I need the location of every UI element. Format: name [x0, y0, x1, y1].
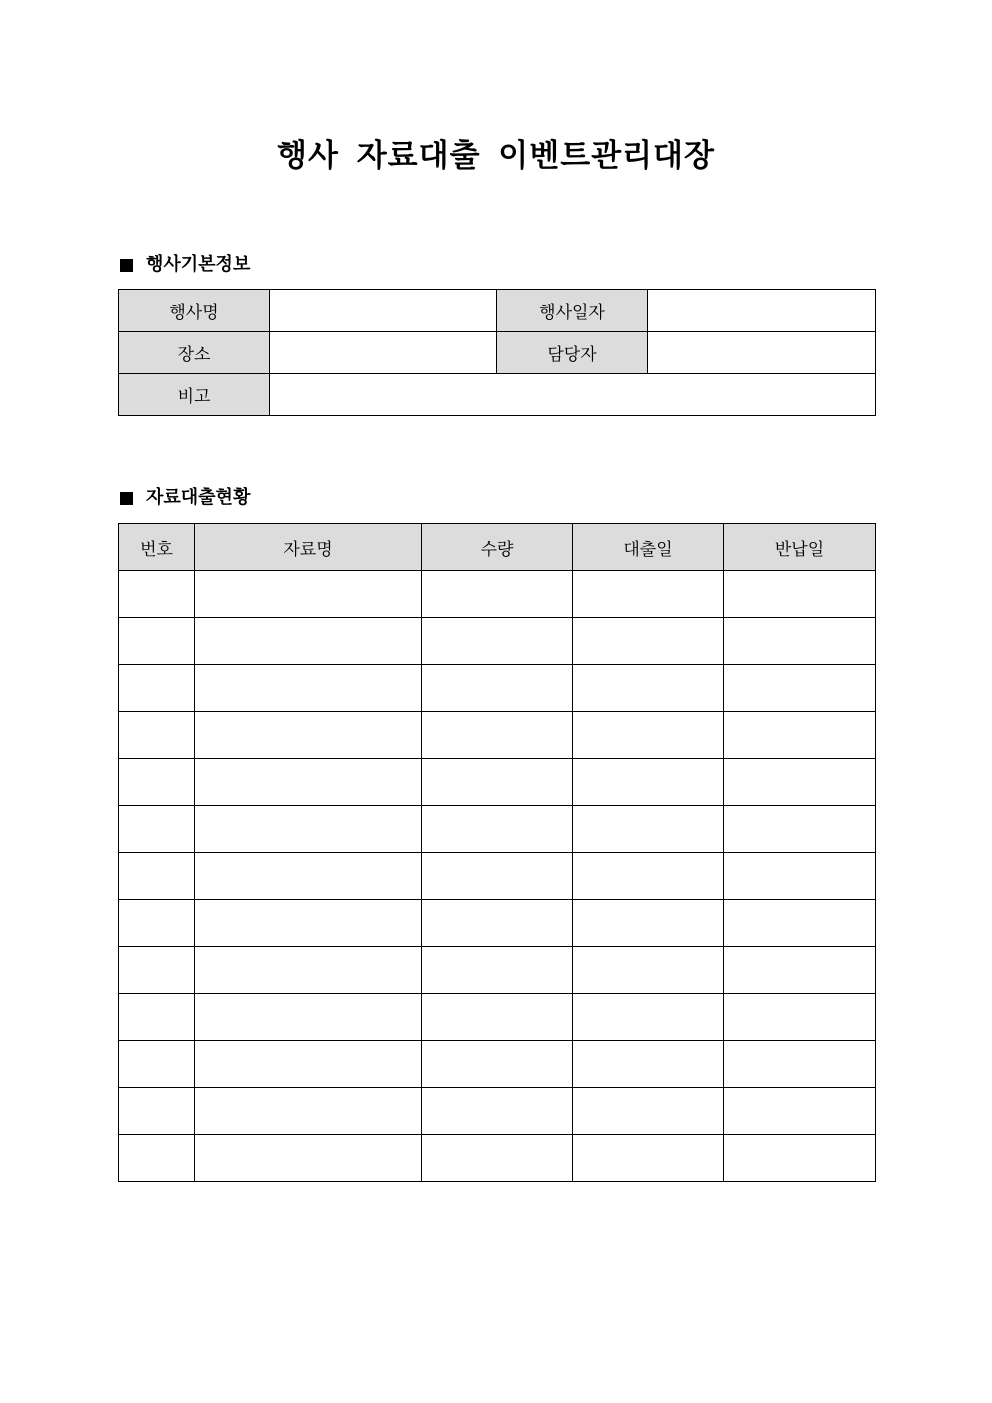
location-field[interactable] [270, 332, 497, 374]
event-date-field[interactable] [648, 290, 876, 332]
basic-info-heading-text: 행사기본정보 [146, 254, 251, 275]
loan-status-heading-text: 자료대출현황 [146, 487, 251, 508]
cell-number[interactable] [119, 759, 195, 806]
basic-info-table [118, 289, 876, 416]
cell-loan-date[interactable] [573, 947, 724, 994]
column-header-quantity: 수량 [422, 524, 573, 571]
table-row [119, 1088, 876, 1135]
basic-info-heading [119, 253, 250, 277]
event-name-label: 행사명 [119, 290, 270, 332]
column-header-material-name: 자료명 [195, 524, 422, 571]
cell-material-name[interactable] [195, 853, 422, 900]
cell-material-name[interactable] [195, 947, 422, 994]
table-row [119, 618, 876, 665]
column-header-return-date: 반납일 [724, 524, 876, 571]
cell-number[interactable] [119, 571, 195, 618]
cell-return-date[interactable] [724, 1135, 876, 1182]
loan-table-body [119, 571, 876, 1182]
remarks-label: 비고 [119, 374, 270, 416]
table-row [119, 947, 876, 994]
cell-loan-date[interactable] [573, 853, 724, 900]
table-row [119, 853, 876, 900]
cell-material-name[interactable] [195, 759, 422, 806]
cell-loan-date[interactable] [573, 806, 724, 853]
cell-quantity[interactable] [422, 665, 573, 712]
cell-loan-date[interactable] [573, 712, 724, 759]
cell-material-name[interactable] [195, 571, 422, 618]
table-row [119, 1135, 876, 1182]
cell-quantity[interactable] [422, 994, 573, 1041]
info-row-1 [119, 290, 876, 332]
cell-loan-date[interactable] [573, 1135, 724, 1182]
cell-material-name[interactable] [195, 1135, 422, 1182]
cell-return-date[interactable] [724, 665, 876, 712]
cell-material-name[interactable] [195, 618, 422, 665]
cell-return-date[interactable] [724, 571, 876, 618]
cell-material-name[interactable] [195, 900, 422, 947]
cell-number[interactable] [119, 947, 195, 994]
cell-return-date[interactable] [724, 618, 876, 665]
cell-loan-date[interactable] [573, 618, 724, 665]
cell-quantity[interactable] [422, 947, 573, 994]
table-row [119, 806, 876, 853]
cell-return-date[interactable] [724, 759, 876, 806]
cell-number[interactable] [119, 994, 195, 1041]
cell-number[interactable] [119, 900, 195, 947]
event-date-label: 행사일자 [497, 290, 648, 332]
table-row [119, 571, 876, 618]
cell-return-date[interactable] [724, 806, 876, 853]
cell-material-name[interactable] [195, 712, 422, 759]
event-name-field[interactable] [270, 290, 497, 332]
cell-number[interactable] [119, 665, 195, 712]
column-header-loan-date: 대출일 [573, 524, 724, 571]
cell-quantity[interactable] [422, 806, 573, 853]
loan-status-heading [119, 486, 250, 510]
cell-quantity[interactable] [422, 712, 573, 759]
cell-loan-date[interactable] [573, 994, 724, 1041]
document-title: 행사 자료대출 이벤트관리대장 [277, 138, 715, 174]
manager-label: 담당자 [497, 332, 648, 374]
cell-number[interactable] [119, 1088, 195, 1135]
cell-material-name[interactable] [195, 1041, 422, 1088]
cell-number[interactable] [119, 806, 195, 853]
cell-material-name[interactable] [195, 665, 422, 712]
remarks-field[interactable] [270, 374, 876, 416]
table-row [119, 665, 876, 712]
cell-loan-date[interactable] [573, 665, 724, 712]
cell-quantity[interactable] [422, 1041, 573, 1088]
cell-return-date[interactable] [724, 1041, 876, 1088]
black-square-icon [120, 259, 133, 272]
cell-loan-date[interactable] [573, 1088, 724, 1135]
table-row [119, 759, 876, 806]
cell-number[interactable] [119, 853, 195, 900]
cell-quantity[interactable] [422, 853, 573, 900]
cell-return-date[interactable] [724, 712, 876, 759]
table-row [119, 900, 876, 947]
table-row [119, 994, 876, 1041]
cell-quantity[interactable] [422, 1135, 573, 1182]
cell-return-date[interactable] [724, 900, 876, 947]
black-square-icon [120, 492, 133, 505]
location-label: 장소 [119, 332, 270, 374]
cell-quantity[interactable] [422, 571, 573, 618]
column-header-number: 번호 [119, 524, 195, 571]
cell-quantity[interactable] [422, 1088, 573, 1135]
cell-return-date[interactable] [724, 994, 876, 1041]
cell-number[interactable] [119, 618, 195, 665]
cell-return-date[interactable] [724, 1088, 876, 1135]
info-row-2 [119, 332, 876, 374]
cell-number[interactable] [119, 1041, 195, 1088]
cell-number[interactable] [119, 712, 195, 759]
info-row-3 [119, 374, 876, 416]
table-row [119, 1041, 876, 1088]
cell-loan-date[interactable] [573, 900, 724, 947]
cell-return-date[interactable] [724, 853, 876, 900]
loan-header-row [119, 524, 876, 571]
cell-return-date[interactable] [724, 947, 876, 994]
manager-field[interactable] [648, 332, 876, 374]
cell-quantity[interactable] [422, 900, 573, 947]
cell-material-name[interactable] [195, 994, 422, 1041]
cell-quantity[interactable] [422, 618, 573, 665]
loan-status-table [118, 523, 876, 1182]
cell-loan-date[interactable] [573, 571, 724, 618]
cell-material-name[interactable] [195, 806, 422, 853]
table-row [119, 712, 876, 759]
cell-loan-date[interactable] [573, 759, 724, 806]
cell-quantity[interactable] [422, 759, 573, 806]
cell-number[interactable] [119, 1135, 195, 1182]
cell-loan-date[interactable] [573, 1041, 724, 1088]
cell-material-name[interactable] [195, 1088, 422, 1135]
